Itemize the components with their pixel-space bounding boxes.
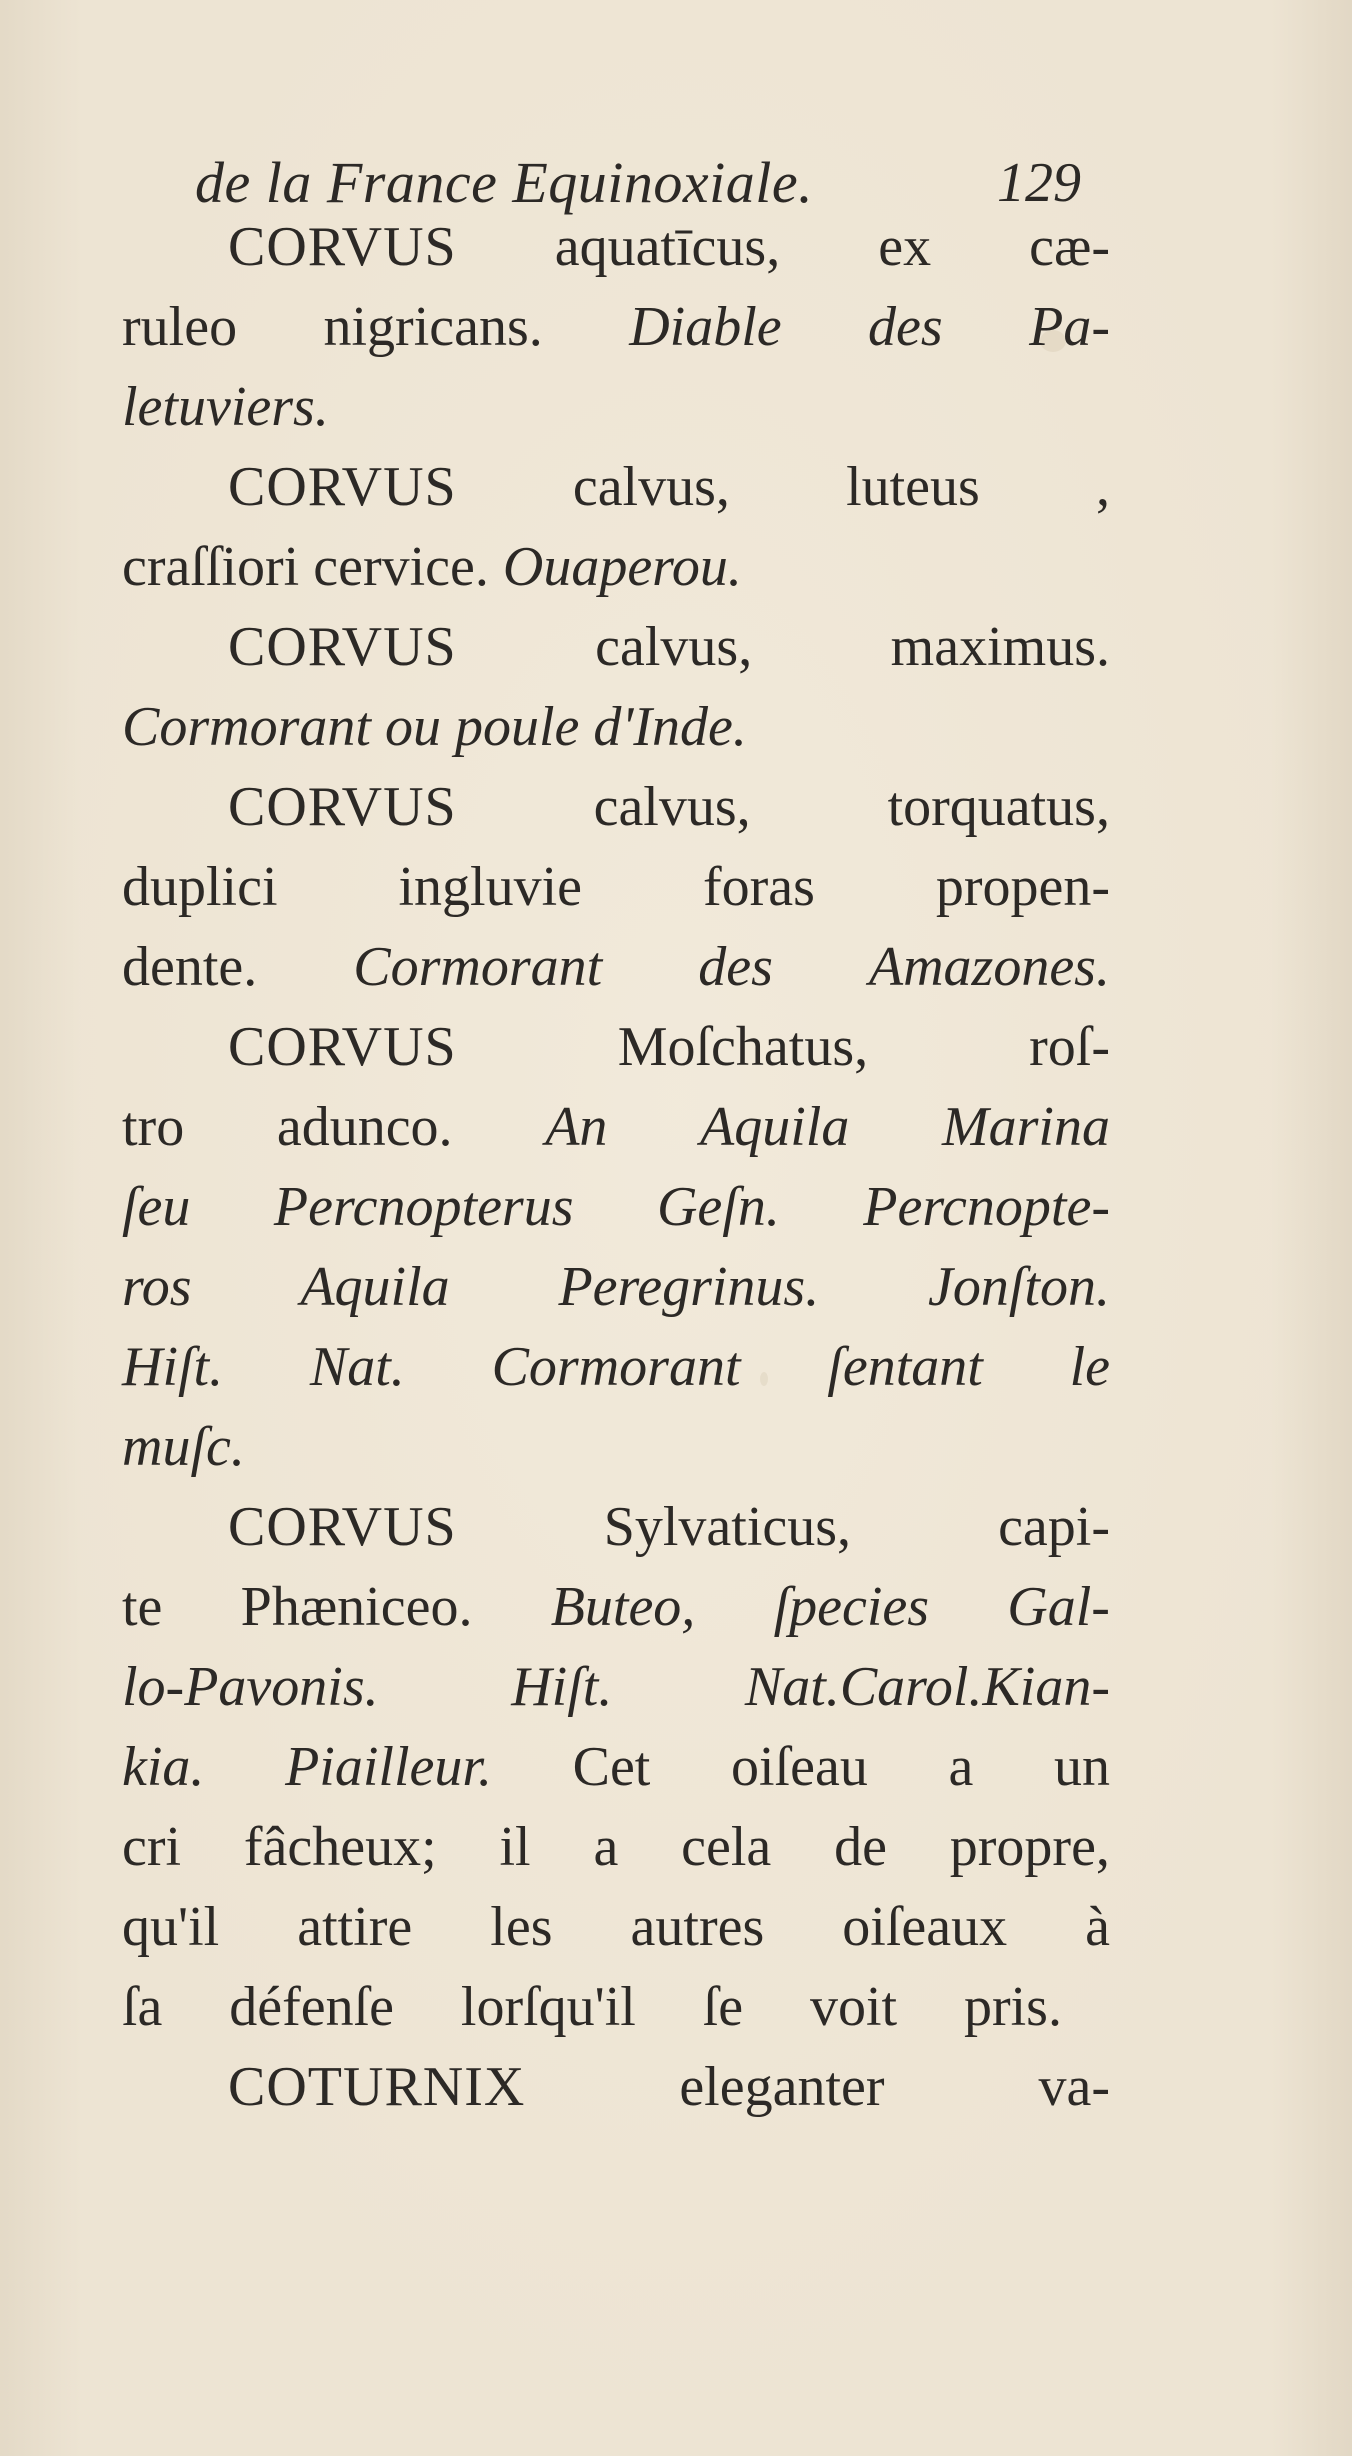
text-line: CORVUS Moſchatus, roſ- bbox=[228, 1016, 1110, 1078]
text-line: te Phæniceo. Buteo, ſpecies Gal- bbox=[122, 1576, 1110, 1638]
text-line: craſſiori cervice. Ouaperou. bbox=[122, 536, 742, 598]
page-header bbox=[195, 140, 1115, 220]
text-line: muſc. bbox=[122, 1416, 245, 1478]
text-line: lo-Pavonis. Hiſt. Nat.Carol.Kian- bbox=[122, 1656, 1110, 1718]
text-line: dente. Cormorant des Amazones. bbox=[122, 936, 1110, 998]
text-line: cri fâcheux; il a cela de propre, bbox=[122, 1816, 1110, 1878]
text-line: ruleo nigricans. Diable des Pa- bbox=[122, 296, 1110, 358]
text-line: CORVUS calvus, luteus , bbox=[228, 456, 1110, 518]
text-line: CORVUS aquatīcus, ex cæ- bbox=[228, 216, 1110, 278]
text-line: qu'il attire les autres oiſeaux à bbox=[122, 1896, 1110, 1958]
text-line: COTURNIX eleganter va- bbox=[228, 2056, 1110, 2118]
text-line: CORVUS calvus, torquatus, bbox=[228, 776, 1110, 838]
text-line: letuviers. bbox=[122, 376, 329, 438]
text-line: ros Aquila Peregrinus. Jonſton. bbox=[122, 1256, 1110, 1318]
text-line: CORVUS calvus, maximus. bbox=[228, 616, 1110, 678]
text-line: Cormorant ou poule d'Inde. bbox=[122, 696, 747, 758]
text-line: kia. Piailleur. Cet oiſeau a un bbox=[122, 1736, 1110, 1798]
page-number: 129 bbox=[997, 152, 1081, 214]
text-line: ſa défenſe lorſqu'il ſe voit pris. bbox=[122, 1976, 1062, 2038]
text-line: Hiſt. Nat. Cormorant ſentant le bbox=[122, 1336, 1110, 1398]
text-line: CORVUS Sylvaticus, capi- bbox=[228, 1496, 1110, 1558]
text-line: ſeu Percnopterus Geſn. Percnopte- bbox=[122, 1176, 1110, 1238]
text-line: duplici ingluvie foras propen- bbox=[122, 856, 1110, 918]
text-line: tro adunco. An Aquila Marina bbox=[122, 1096, 1110, 1158]
running-head: de la France Equinoxiale. bbox=[195, 150, 814, 215]
